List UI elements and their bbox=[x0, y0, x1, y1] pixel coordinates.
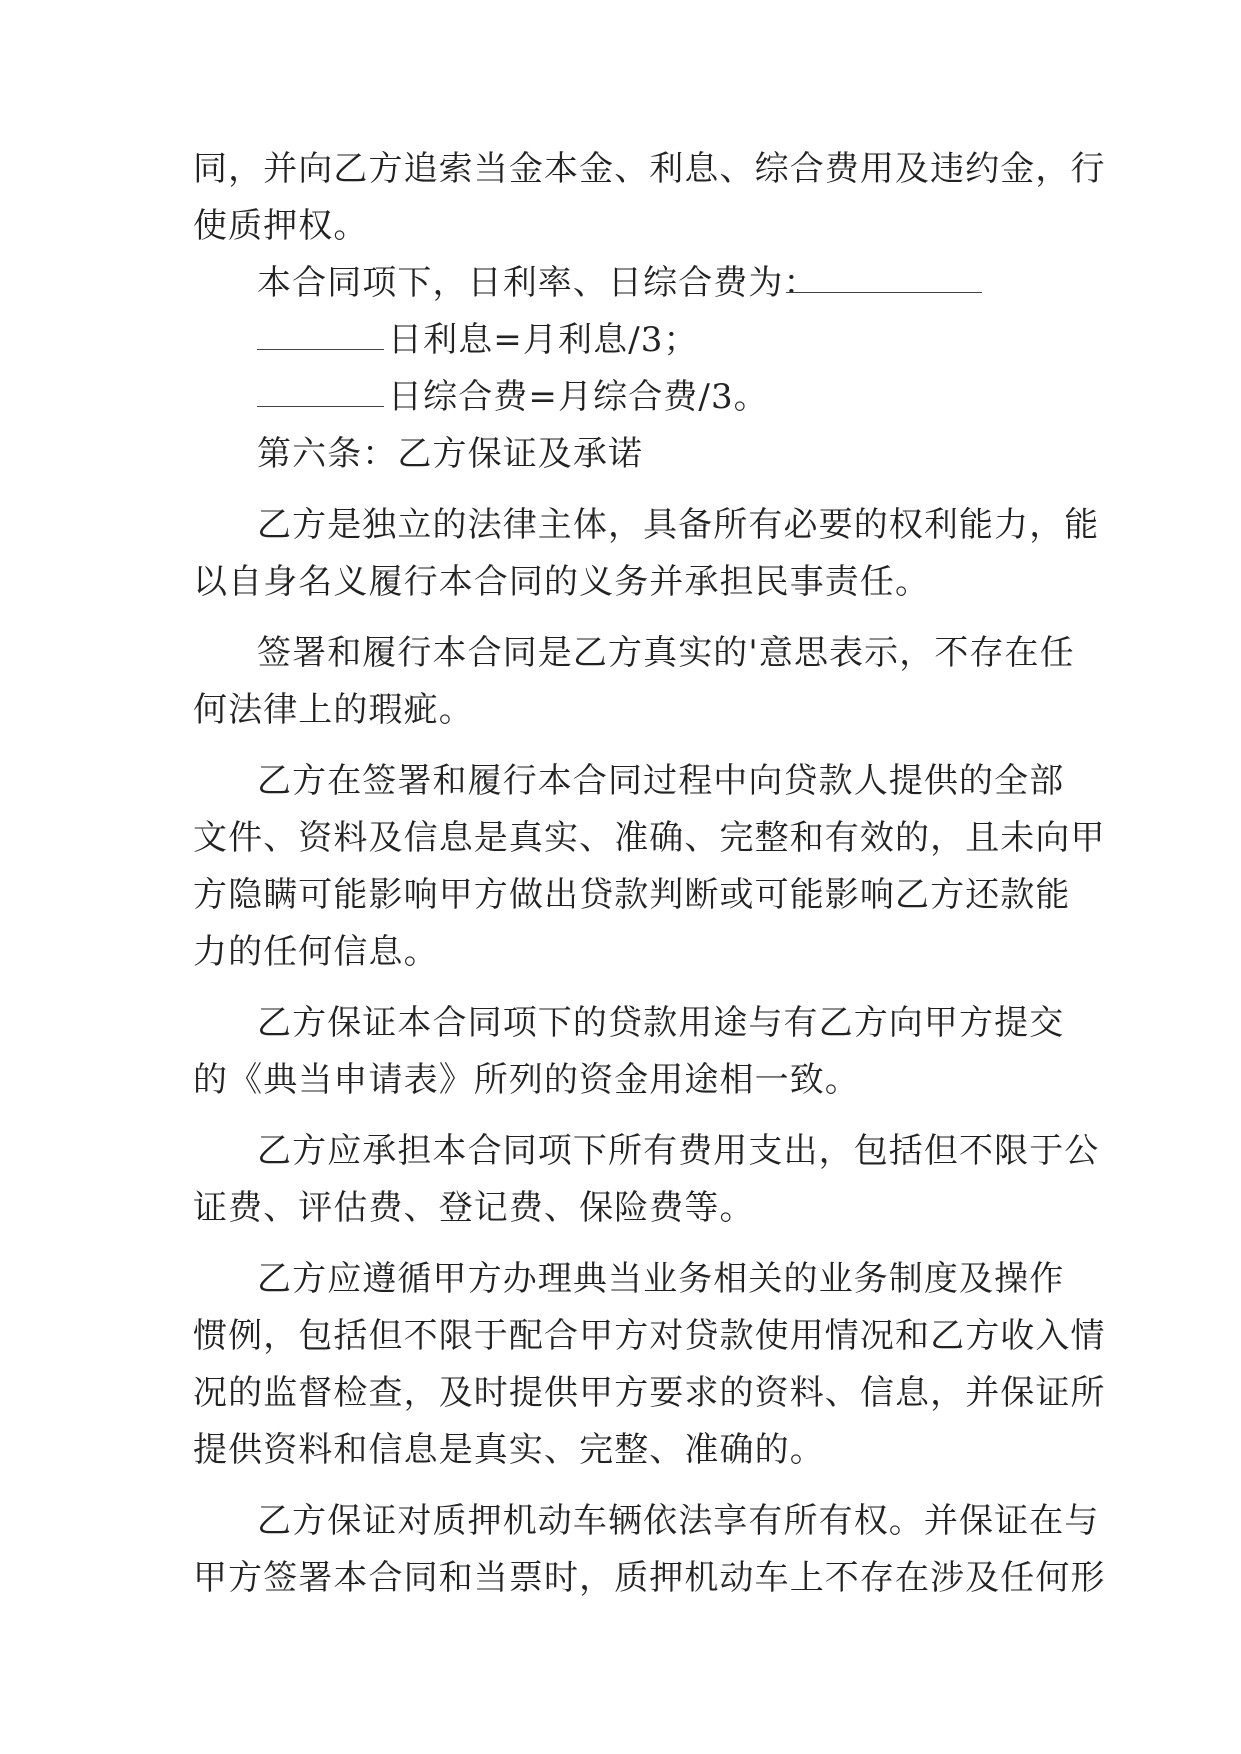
section-heading: 第六条：乙方保证及承诺 bbox=[257, 434, 644, 474]
blank-underline bbox=[257, 406, 384, 407]
text-line: 乙方应承担本合同项下所有费用支出，包括但不限于公 bbox=[257, 1131, 1100, 1171]
text-line: 乙方在签署和履行本合同过程中向贷款人提供的全部 bbox=[257, 761, 1065, 801]
text-line: 使质押权。 bbox=[193, 206, 369, 246]
text-line: 的《典当申请表》所列的资金用途相一致。 bbox=[193, 1060, 860, 1100]
text-line: 方隐瞒可能影响甲方做出贷款判断或可能影响乙方还款能 bbox=[193, 875, 1071, 915]
text-line: 本合同项下，日利率、日综合费为： bbox=[257, 263, 819, 303]
text-line: 乙方保证对质押机动车辆依法享有所有权。并保证在与 bbox=[257, 1501, 1100, 1541]
text-line: 何法律上的瑕疵。 bbox=[193, 690, 474, 730]
text-line: 文件、资料及信息是真实、准确、完整和有效的，且未向甲 bbox=[193, 818, 1106, 858]
text-line: 乙方是独立的法律主体，具备所有必要的权利能力，能 bbox=[257, 505, 1100, 545]
text-line: 日综合费=月综合费/3。 bbox=[388, 377, 769, 417]
text-line: 力的任何信息。 bbox=[193, 932, 439, 972]
text-line: 甲方签署本合同和当票时，质押机动车上不存在涉及任何形 bbox=[193, 1558, 1106, 1598]
text-line: 证费、评估费、登记费、保险费等。 bbox=[193, 1188, 755, 1228]
blank-underline bbox=[786, 292, 982, 293]
text-line: 日利息=月利息/3； bbox=[388, 320, 699, 360]
text-line: 以自身名义履行本合同的义务并承担民事责任。 bbox=[193, 562, 931, 602]
text-line: 签署和履行本合同是乙方真实的'意思表示，不存在任 bbox=[257, 633, 1075, 673]
text-line: 乙方保证本合同项下的贷款用途与有乙方向甲方提交 bbox=[257, 1003, 1065, 1043]
text-line: 提供资料和信息是真实、完整、准确的。 bbox=[193, 1430, 825, 1470]
text-line: 况的监督检查，及时提供甲方要求的资料、信息，并保证所 bbox=[193, 1373, 1106, 1413]
blank-underline bbox=[257, 349, 384, 350]
text-line: 同，并向乙方追索当金本金、利息、综合费用及违约金，行 bbox=[193, 149, 1106, 189]
text-line: 惯例，包括但不限于配合甲方对贷款使用情况和乙方收入情 bbox=[193, 1316, 1106, 1356]
text-line: 乙方应遵循甲方办理典当业务相关的业务制度及操作 bbox=[257, 1259, 1065, 1299]
